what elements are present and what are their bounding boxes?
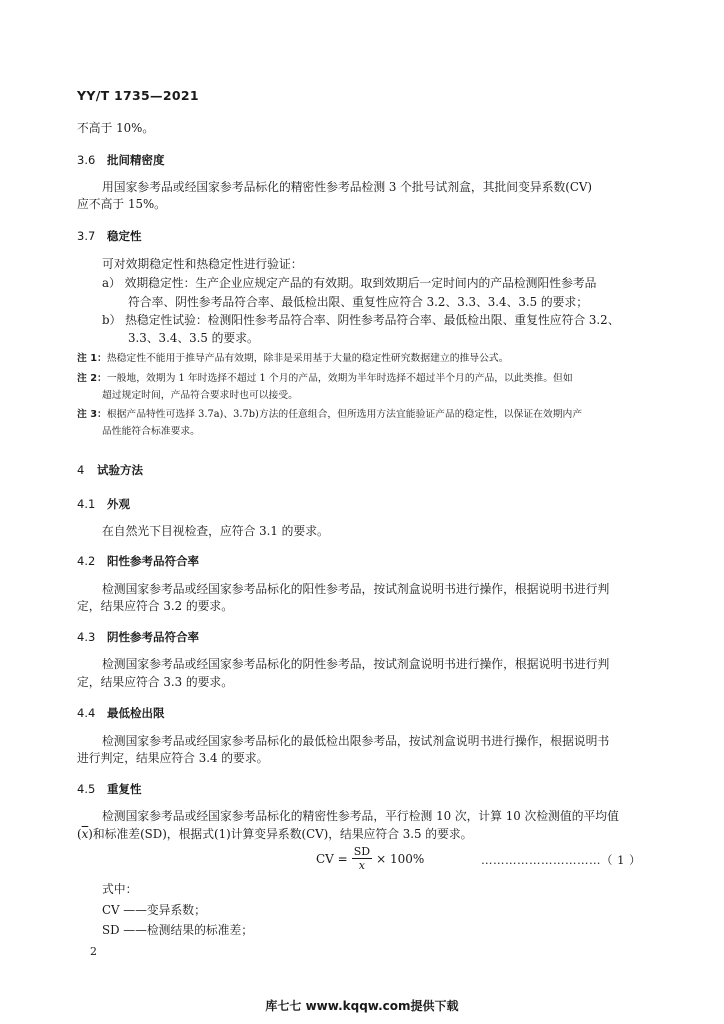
formula-cv xyxy=(316,845,424,872)
formula-fraction xyxy=(352,845,372,872)
paragraph-line: 不高于 10%。 xyxy=(77,121,155,135)
formula-denominator: x xyxy=(358,859,365,872)
list-item-b: b） 热稳定性试验：检测阳性参考品符合率、阴性参考品符合率、最低检出限、重复性应符合 3.2、 xyxy=(102,313,620,327)
formula-lhs: CV = xyxy=(316,851,348,866)
paragraph-line: 检测国家参考品或经国家参考品标化的精密性参考品，平行检测 10 次，计算 10 次检测值的平均值 xyxy=(102,809,619,823)
section-heading-3-7: 3.7 稳定性 xyxy=(77,229,142,243)
note-2: 注 2：一般地，效期为 1 年时选择不超过 1 个月的产品，效期为半年时选择不超过半个月的产品，以此类推。但如 xyxy=(77,373,573,384)
formula-number: …………………………（ 1 ） xyxy=(481,853,642,867)
paragraph-line: 定，结果应符合 3.3 的要求。 xyxy=(77,675,234,689)
paragraph-line: 进行判定，结果应符合 3.4 的要求。 xyxy=(77,751,269,765)
definition-cv: CV ——变异系数； xyxy=(102,903,206,917)
note-3-cont: 品性能符合标准要求。 xyxy=(102,426,200,437)
where-label: 式中： xyxy=(102,882,138,896)
paragraph-line: 可对效期稳定性和热稳定性进行验证： xyxy=(102,257,303,271)
paragraph-line: 在自然光下目视检查，应符合 3.1 的要求。 xyxy=(102,524,329,538)
paragraph-line: 检测国家参考品或经国家参考品标化的最低检出限参考品，按试剂盒说明书进行操作，根据说明书 xyxy=(102,734,610,748)
formula-rhs: × 100% xyxy=(376,851,425,866)
formula-numerator: SD xyxy=(353,845,371,858)
paragraph-line: 用国家参考品或经国家参考品标化的精密性参考品检测 3 个批号试剂盒，其批间变异系数(CV) xyxy=(102,180,593,194)
mean-symbol: $\overline{x}$ xyxy=(81,827,89,841)
definition-sd: SD ——检测结果的标准差； xyxy=(102,923,254,937)
section-heading-4-3: 4.3 阴性参考品符合率 xyxy=(77,630,199,644)
page-number: 2 xyxy=(90,945,97,958)
paragraph-line: 检测国家参考品或经国家参考品标化的阳性参考品，按试剂盒说明书进行操作，根据说明书进行判 xyxy=(102,582,610,596)
chapter-heading-4: 4 试验方法 xyxy=(77,463,143,477)
document-code: YY/T 1735—2021 xyxy=(77,88,199,103)
list-item-b-cont: 3.3、3.4、3.5 的要求。 xyxy=(128,331,259,345)
section-heading-3-6: 3.6 批间精密度 xyxy=(77,153,165,167)
paragraph-line: 应不高于 15%。 xyxy=(77,197,166,211)
paragraph-line: 定，结果应符合 3.2 的要求。 xyxy=(77,599,234,613)
note-3: 注 3：根据产品特性可选择 3.7a)、3.7b)方法的任意组合，但所选用方法宜能验证产品的稳定性，以保证在效期内产 xyxy=(77,409,583,420)
note-2-cont: 超过规定时间，产品符合要求时也可以接受。 xyxy=(102,390,298,401)
paragraph-line: $(\overline{x})$和标准差(SD)，根据式(1)计算变异系数(CV)，结果应符合 3.5 的要求。 xyxy=(77,827,473,841)
section-heading-4-4: 4.4 最低检出限 xyxy=(77,706,165,720)
section-heading-4-5: 4.5 重复性 xyxy=(77,782,142,796)
list-item-a: a） 效期稳定性：生产企业应规定产品的有效期。取到效期后一定时间内的产品检测阳性参考品 xyxy=(102,276,597,290)
paragraph-line: 检测国家参考品或经国家参考品标化的阴性参考品，按试剂盒说明书进行操作，根据说明书进行判 xyxy=(102,657,610,671)
footer-watermark: 库七七 www.kqqw.com提供下载 xyxy=(265,999,459,1013)
note-1: 注 1：热稳定性不能用于推导产品有效期，除非是采用基于大量的稳定性研究数据建立的推导公式。 xyxy=(77,353,509,364)
list-item-a-cont: 符合率、阴性参考品符合率、最低检出限、重复性应符合 3.2、3.3、3.4、3.5 的要求； xyxy=(128,295,589,309)
section-heading-4-1: 4.1 外观 xyxy=(77,497,130,511)
section-heading-4-2: 4.2 阳性参考品符合率 xyxy=(77,554,199,568)
